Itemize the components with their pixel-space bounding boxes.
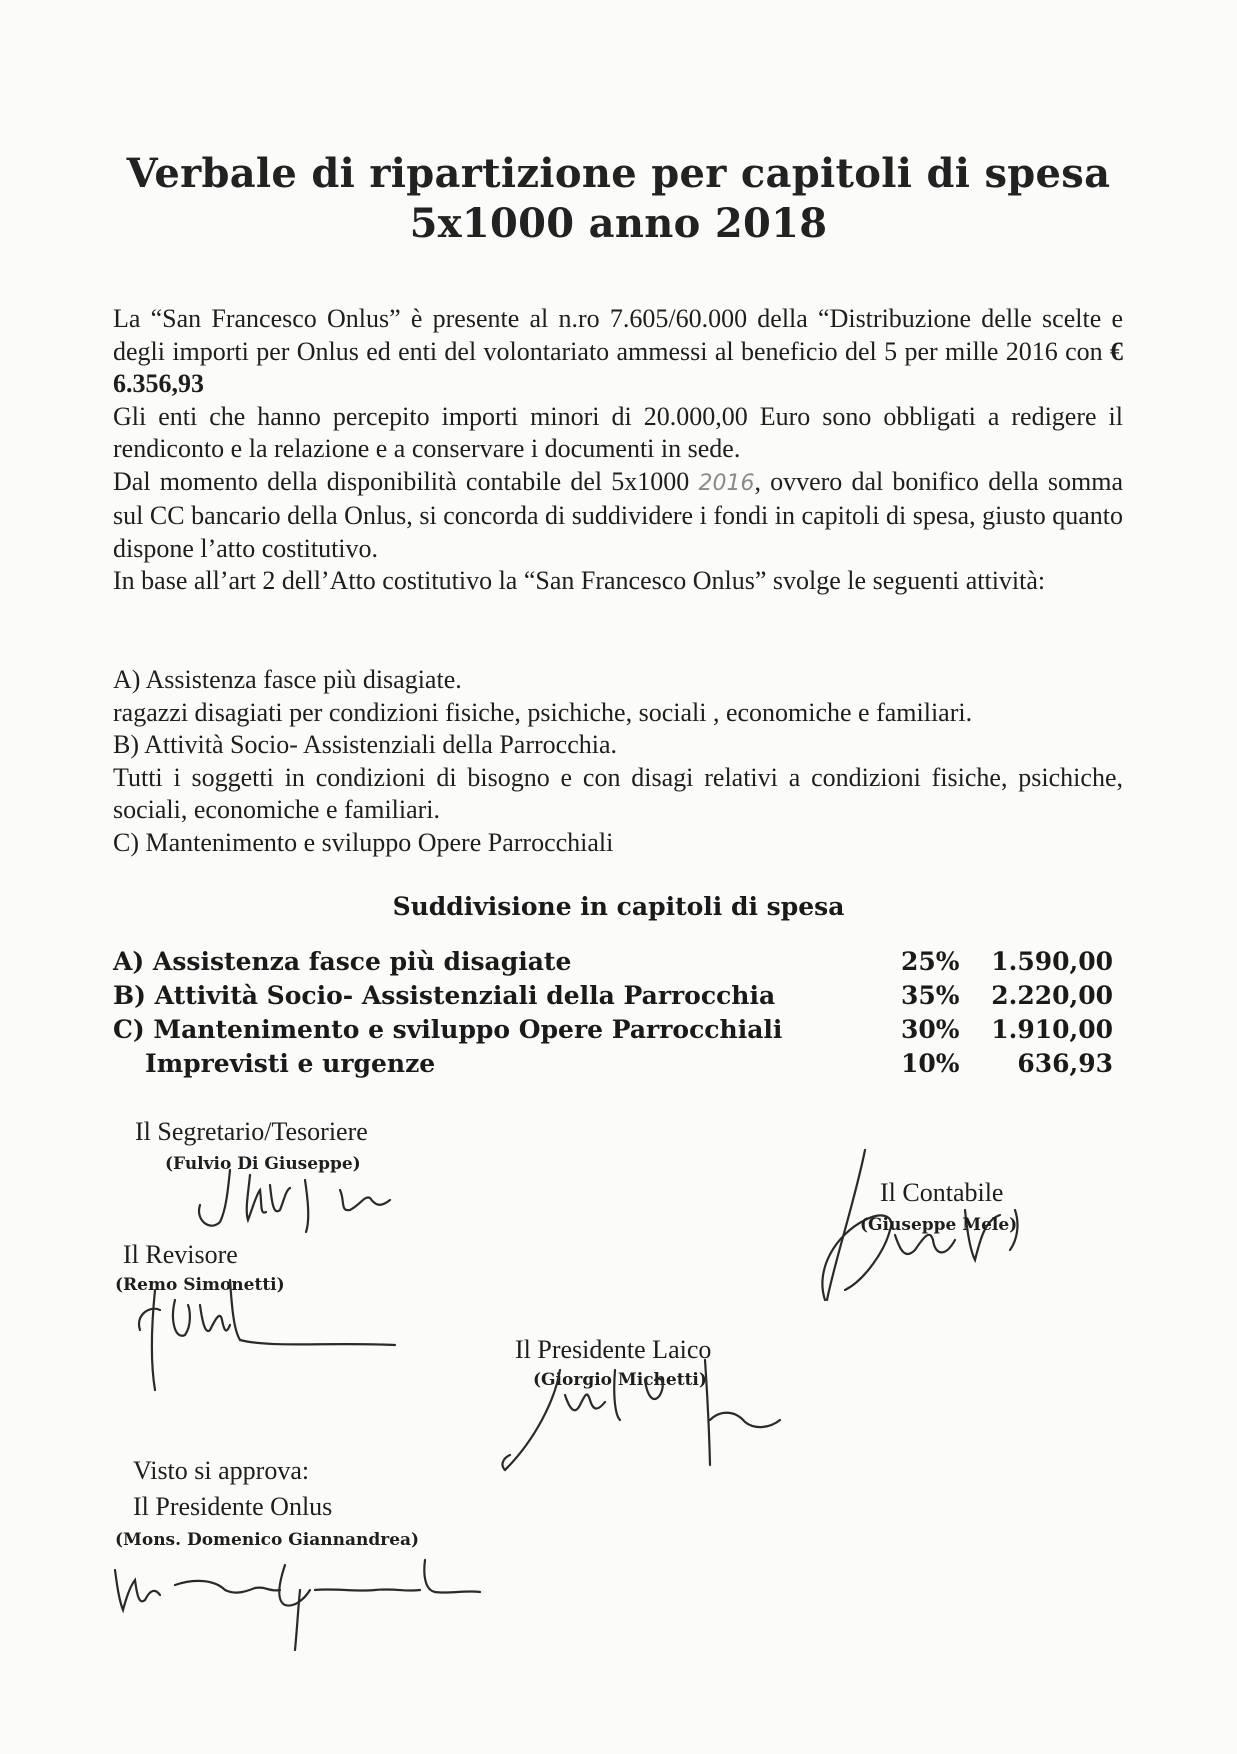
paragraph-availability bbox=[113, 466, 1123, 566]
presidente-laico-role: Il Presidente Laico bbox=[515, 1335, 712, 1364]
presidente-onlus-role: Il Presidente Onlus bbox=[133, 1492, 333, 1521]
approval-line: Visto si approva: bbox=[133, 1456, 310, 1485]
allocation-row bbox=[113, 978, 1113, 1012]
total-amount: € 6.356,93 bbox=[113, 336, 1123, 398]
allocation-amount: 1.910,00 bbox=[991, 1014, 1113, 1044]
allocation-percent: 25% bbox=[901, 946, 960, 976]
allocation-row bbox=[113, 944, 1113, 978]
allocation-percent: 10% bbox=[901, 1048, 960, 1078]
allocation-label: Imprevisti e urgenze bbox=[145, 1048, 436, 1078]
presidente-onlus-name: (Mons. Domenico Giannandrea) bbox=[115, 1530, 420, 1550]
section-heading: Suddivisione in capitoli di spesa bbox=[392, 892, 845, 921]
paragraph-activities-intro: In base all’art 2 dell’Atto costitutivo la “San Francesco Onlus” svolge le seguenti attività: bbox=[113, 566, 1046, 595]
presidente-onlus-signature bbox=[105, 1550, 485, 1654]
handwritten-year: 2016 bbox=[698, 470, 755, 496]
allocation-table bbox=[113, 944, 1113, 1080]
presidente-laico-signature bbox=[495, 1340, 805, 1484]
paragraph-availability-start: Dal momento della disponibilità contabile del 5x1000 bbox=[113, 466, 699, 496]
paragraph-obligation: Gli enti che hanno percepito importi minori di 20.000,00 Euro sono obbligati a redigere il rendiconto e la relazione e a conservare i documenti in sede. bbox=[113, 401, 1123, 463]
document-title-line-2: 5x1000 anno 2018 bbox=[409, 200, 828, 247]
allocation-amount: 636,93 bbox=[1017, 1048, 1113, 1078]
revisore-signature bbox=[130, 1250, 400, 1404]
allocation-label: B) Attività Socio- Assistenziali della Parrocchia bbox=[113, 980, 776, 1010]
document-body bbox=[113, 303, 1123, 598]
activity-c: C) Mantenimento e sviluppo Opere Parrocchiali bbox=[113, 827, 614, 857]
activities-list bbox=[113, 664, 1123, 859]
allocation-amount: 2.220,00 bbox=[991, 980, 1113, 1010]
presidente-laico-name: (Giorgio Michetti) bbox=[533, 1370, 707, 1390]
contabile-role: Il Contabile bbox=[880, 1178, 1004, 1207]
activity-a-description: ragazzi disagiati per condizioni fisiche, psichiche, sociali , economiche e familiari. bbox=[113, 697, 973, 727]
paragraph-distribution-text: La “San Francesco Onlus” è presente al n.ro 7.605/60.000 della “Distribuzione delle scelte e degli importi per Onlus ed enti del volontariato ammessi al beneficio del 5 per mille 2016 con bbox=[113, 304, 1123, 366]
allocation-label: A) Assistenza fasce più disagiate bbox=[113, 946, 572, 976]
activity-a: A) Assistenza fasce più disagiate. bbox=[113, 665, 462, 694]
segretario-role: Il Segretario/Tesoriere bbox=[135, 1117, 368, 1146]
segretario-name: (Fulvio Di Giuseppe) bbox=[165, 1154, 361, 1174]
allocation-label: C) Mantenimento e sviluppo Opere Parrocchiali bbox=[113, 1014, 783, 1044]
allocation-row bbox=[113, 1046, 1113, 1080]
revisore-role: Il Revisore bbox=[123, 1240, 238, 1269]
contabile-name: (Giuseppe Mele) bbox=[860, 1215, 1018, 1235]
activity-b-description: Tutti i soggetti in condizioni di bisogno e con disagi relativi a condizioni fisiche, psichiche, sociali, economiche e familiari. bbox=[113, 762, 1123, 824]
document-title-line-1: Verbale di ripartizione per capitoli di spesa bbox=[126, 150, 1111, 197]
allocation-row bbox=[113, 1012, 1113, 1046]
allocation-percent: 35% bbox=[901, 980, 960, 1010]
paragraph-distribution bbox=[113, 303, 1123, 401]
revisore-name: (Remo Simonetti) bbox=[115, 1275, 285, 1295]
activity-b: B) Attività Socio- Assistenziali della Parrocchia. bbox=[113, 730, 618, 759]
paragraph-availability-end: , ovvero dal bonifico della somma sul CC bancario della Onlus, si concorda di suddividere i fondi in capitoli di spesa, giusto quanto dispone l’atto costitutivo. bbox=[113, 466, 1123, 563]
allocation-percent: 30% bbox=[901, 1014, 960, 1044]
segretario-signature bbox=[190, 1150, 490, 1244]
allocation-amount: 1.590,00 bbox=[991, 946, 1113, 976]
